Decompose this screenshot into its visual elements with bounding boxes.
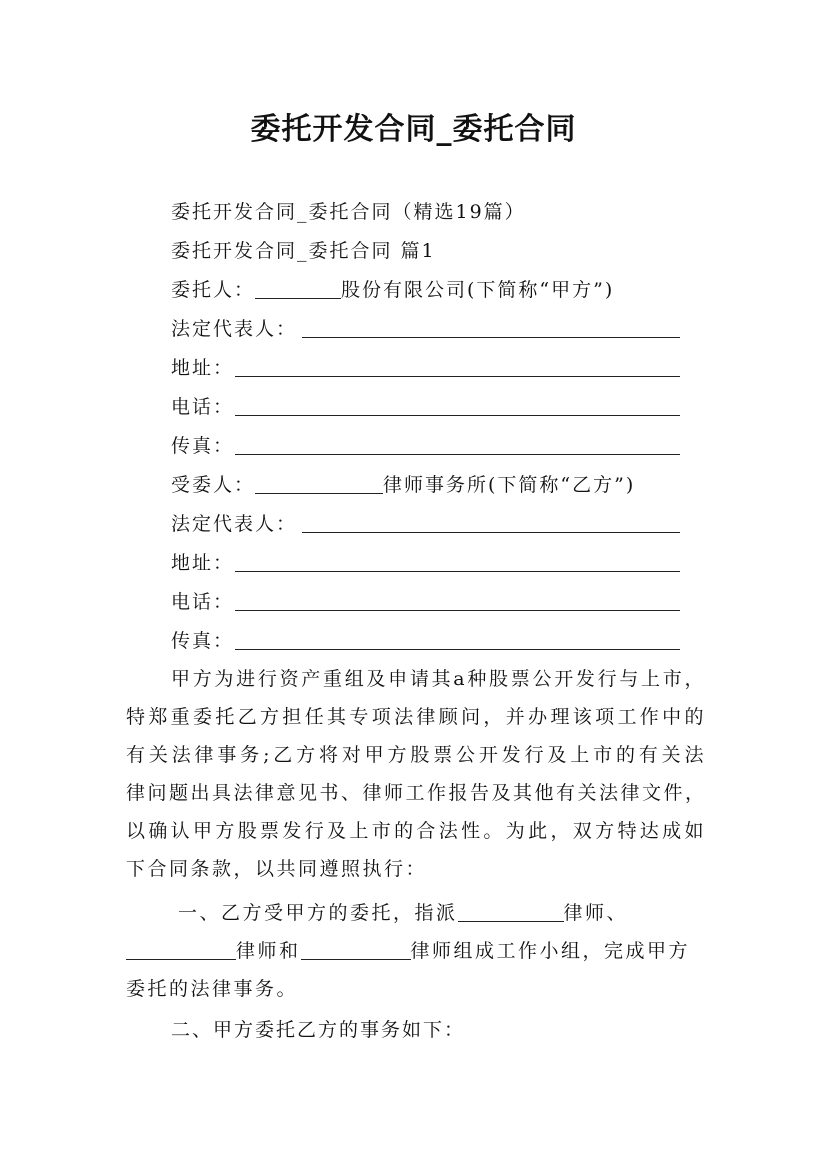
- party-a-suffix: 股份有限公司(下简称“甲方”): [341, 279, 615, 301]
- party-b-suffix: 律师事务所(下简称“乙方”): [383, 474, 636, 496]
- lawyer-blank-1: [458, 901, 564, 922]
- clause-one-text: 律师组成工作小组，完成甲方: [410, 940, 691, 962]
- page-title: 委托开发合同_委托合同: [250, 112, 577, 147]
- party-b-address-blank: [235, 571, 680, 572]
- clause-one-text: 律师、: [563, 902, 629, 924]
- party-b-legal-rep-blank: [302, 532, 680, 533]
- party-a-address-label: 地址：: [171, 357, 235, 379]
- clause-one-text: 律师和: [236, 940, 301, 962]
- document-subtitle: 委托开发合同_委托合同（精选19篇）: [171, 201, 526, 223]
- paragraph-line: 甲方为进行资产重组及申请其a种股票公开发行与上市，: [171, 668, 706, 690]
- party-a-line: [171, 277, 614, 303]
- paragraph-intro: [126, 666, 706, 894]
- party-b-name-blank: [255, 473, 383, 494]
- party-b-phone-label: 电话：: [171, 591, 235, 613]
- paragraph-line: 特郑重委托乙方担任其专项法律顾问，并办理该项工作中的: [126, 706, 706, 728]
- party-b-phone-blank: [235, 610, 680, 611]
- party-a-legal-rep-blank: [302, 337, 680, 338]
- party-b-address-label: 地址：: [171, 552, 235, 574]
- clause-one-text: 一、乙方受甲方的委托，指派: [178, 902, 458, 924]
- party-a-fax-blank: [235, 454, 680, 455]
- party-a-fax-label: 传真：: [171, 435, 235, 457]
- party-b-line: [171, 472, 635, 498]
- party-a-legal-rep-label: 法定代表人：: [171, 318, 298, 340]
- party-a-phone-label: 电话：: [171, 396, 235, 418]
- paragraph-line: 有关法律事务;乙方将对甲方股票公开发行及上市的有关法: [126, 744, 706, 766]
- party-a-label: 委托人：: [171, 279, 256, 301]
- party-a-phone-blank: [235, 415, 680, 416]
- lawyer-blank-3: [301, 939, 411, 960]
- lawyer-blank-2: [126, 939, 236, 960]
- paragraph-line: 下合同条款，以共同遵照执行：: [126, 858, 428, 880]
- party-a-name-blank: [255, 278, 341, 299]
- party-b-fax-label: 传真：: [171, 630, 235, 652]
- clause-one-text: 委托的法律事务。: [126, 978, 299, 1000]
- section-heading: 委托开发合同_委托合同 篇1: [171, 240, 436, 262]
- party-a-address-blank: [235, 376, 680, 377]
- clause-one: [126, 900, 706, 1014]
- party-b-label: 受委人：: [171, 474, 256, 496]
- clause-two-heading: 二、甲方委托乙方的事务如下：: [171, 1019, 466, 1041]
- party-b-legal-rep-label: 法定代表人：: [171, 513, 298, 535]
- paragraph-line: 律问题出具法律意见书、律师工作报告及其他有关法律文件，: [126, 782, 707, 804]
- party-b-fax-blank: [235, 649, 680, 650]
- paragraph-line: 以确认甲方股票发行及上市的合法性。为此，双方特达成如: [126, 820, 706, 842]
